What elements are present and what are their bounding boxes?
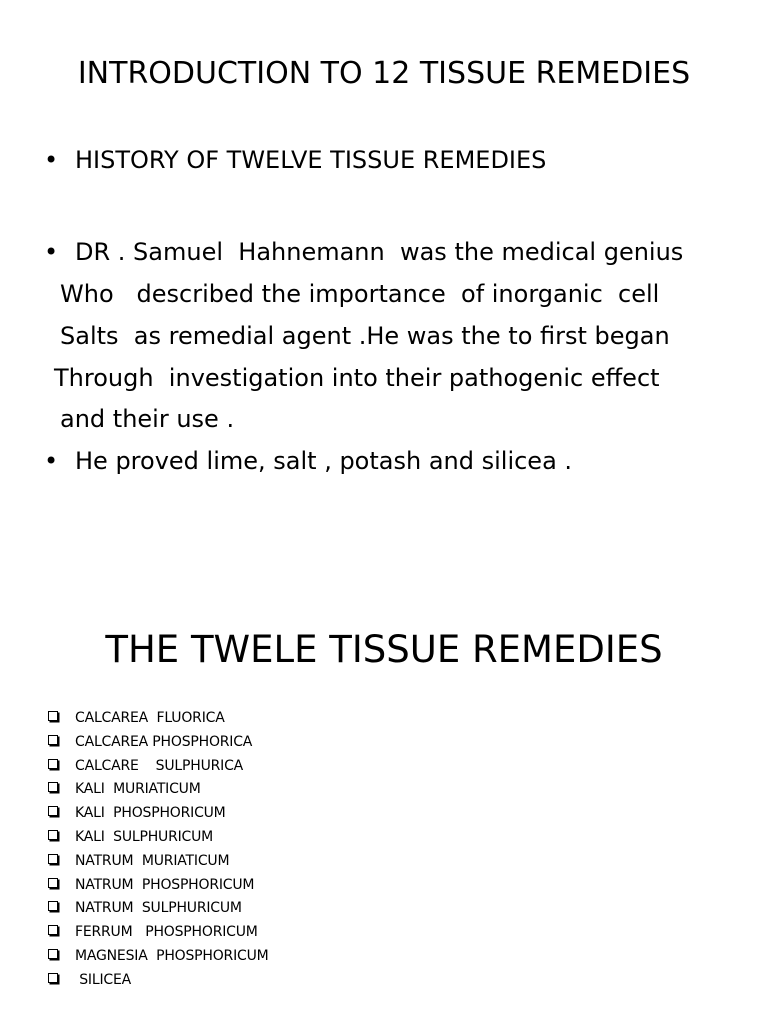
checkbox-icon: [48, 759, 58, 769]
remedy-name: CALCARE SULPHURICA: [75, 757, 244, 774]
checkbox-icon: [48, 925, 58, 935]
remedy-name: SILICEA: [75, 971, 131, 988]
checkbox-icon: [48, 949, 58, 959]
remedy-name: NATRUM MURIATICUM: [75, 852, 230, 869]
bullet-text-history-heading: HISTORY OF TWELVE TISSUE REMEDIES: [75, 146, 547, 174]
bullet-dot: •: [44, 238, 59, 266]
remedy-name: KALI MURIATICUM: [75, 781, 201, 798]
checkbox-icon: [48, 878, 58, 888]
checkbox-icon: [48, 735, 58, 745]
bullet-text-line: Who described the importance of inorganic cell: [60, 280, 660, 308]
remedy-name: CALCAREA PHOSPHORICA: [75, 733, 253, 750]
remedy-name: NATRUM PHOSPHORICUM: [75, 876, 255, 893]
remedy-name: KALI PHOSPHORICUM: [75, 805, 226, 822]
bullet-text-line: DR . Samuel Hahnemann was the medical genius: [75, 238, 684, 266]
bullet-text-line: Through investigation into their pathogenic effect: [54, 364, 660, 392]
bullet-text-line: Salts as remedial agent .He was the to first began: [60, 322, 670, 350]
checkbox-icon: [48, 830, 58, 840]
checkbox-icon: [48, 782, 58, 792]
remedy-name: KALI SULPHURICUM: [75, 828, 214, 845]
page-title: INTRODUCTION TO 12 TISSUE REMEDIES: [77, 56, 691, 91]
checkbox-icon: [48, 806, 58, 816]
bullet-text-line: and their use .: [60, 405, 235, 433]
remedy-name: CALCAREA FLUORICA: [75, 710, 225, 726]
bullet-dot: •: [44, 447, 59, 475]
checkbox-icon: [48, 711, 58, 721]
checkbox-icon: [48, 973, 58, 983]
remedy-name: MAGNESIA PHOSPHORICUM: [75, 947, 269, 964]
checkbox-icon: [48, 854, 58, 864]
remedy-name: FERRUM PHOSPHORICUM: [75, 924, 258, 941]
bullet-text-line: He proved lime, salt , potash and silicea .: [75, 447, 573, 475]
remedy-name: NATRUM SULPHURICUM: [75, 900, 242, 917]
checkbox-icon: [48, 901, 58, 911]
bullet-dot: •: [44, 146, 59, 174]
section-title: THE TWELE TISSUE REMEDIES: [105, 628, 663, 671]
